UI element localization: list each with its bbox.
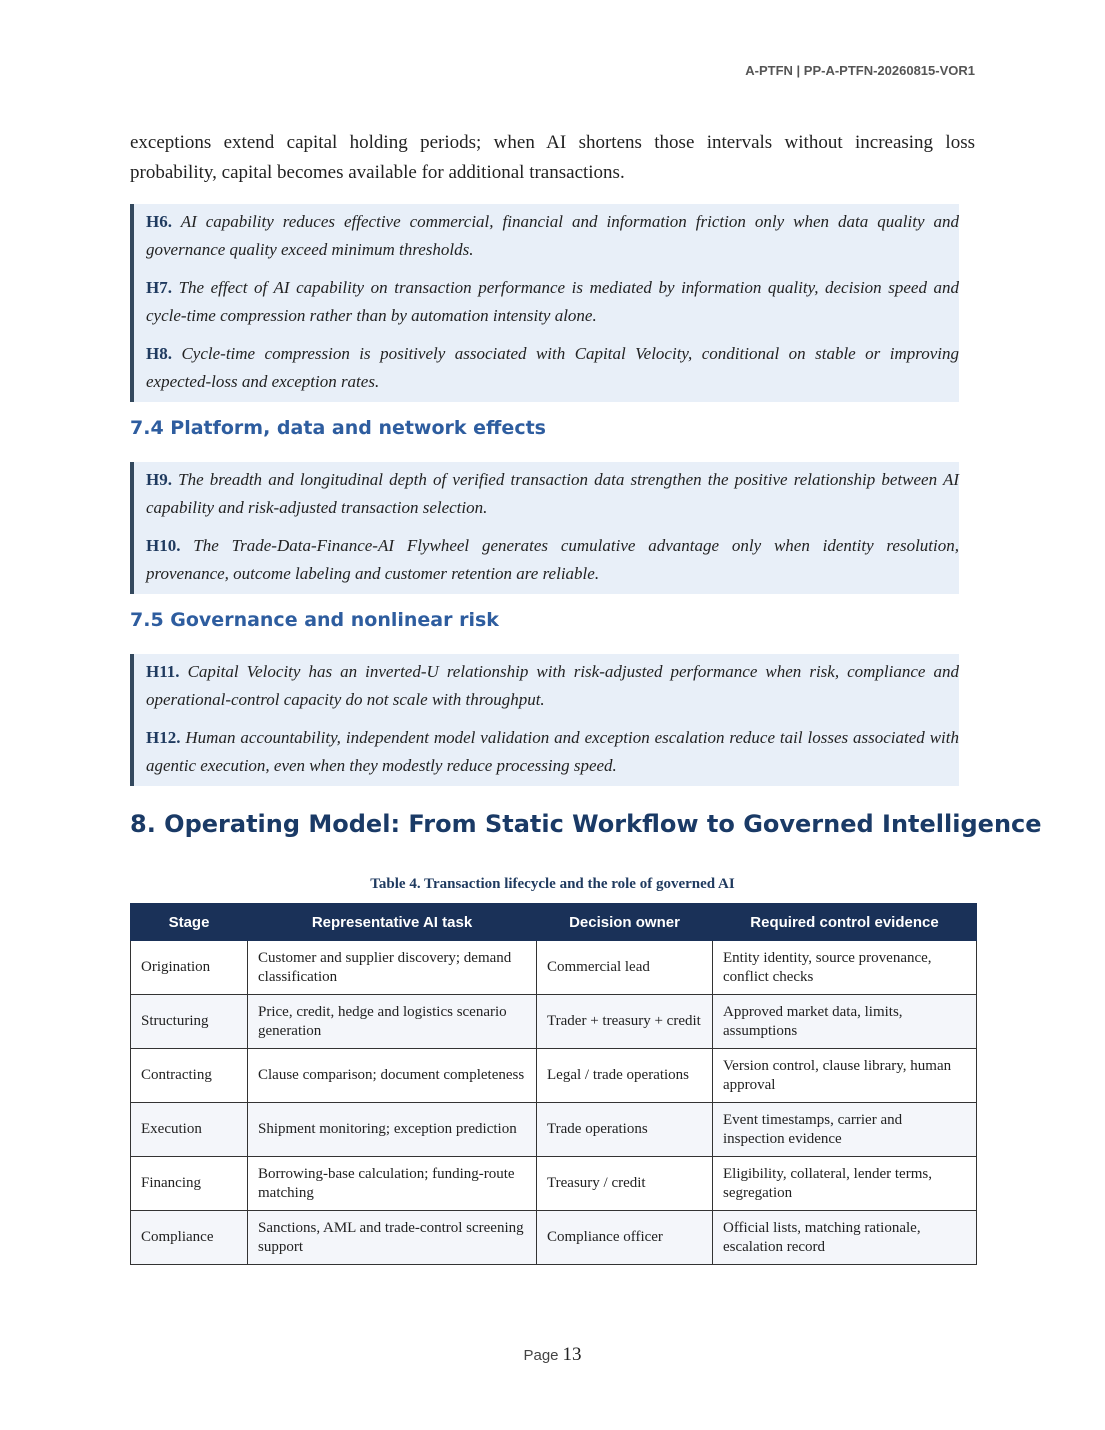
control-evidence-cell: Eligibility, collateral, lender terms, segregation xyxy=(713,1157,977,1211)
stage-cell: Compliance xyxy=(131,1211,248,1265)
hypothesis-id: H7. xyxy=(146,278,172,297)
decision-owner-cell: Trader + treasury + credit xyxy=(537,995,713,1049)
hypothesis-text: The Trade-Data-Finance-AI Flywheel generates cumulative advantage only when identity resolution, provenance, outcome labeling and customer retention are reliable. xyxy=(146,536,959,583)
ai-task-cell: Sanctions, AML and trade-control screening support xyxy=(248,1211,537,1265)
hypothesis-h10 xyxy=(146,532,959,588)
hypotheses-block-3 xyxy=(130,654,959,786)
stage-cell: Contracting xyxy=(131,1049,248,1103)
table-row xyxy=(131,1103,977,1157)
intro-paragraph: exceptions extend capital holding periods; when AI shortens those intervals without increasing loss probability, capital becomes available for additional transactions. xyxy=(130,132,975,183)
hypothesis-text: Human accountability, independent model validation and exception escalation reduce tail losses associated with agentic execution, even when they modestly reduce processing speed. xyxy=(146,728,960,775)
decision-owner-cell: Trade operations xyxy=(537,1103,713,1157)
ai-task-cell: Shipment monitoring; exception prediction xyxy=(248,1103,537,1157)
hypothesis-text: The breadth and longitudinal depth of verified transaction data strengthen the positive relationship between AI capability and risk-adjusted transaction selection. xyxy=(146,470,959,517)
control-evidence-cell: Version control, clause library, human approval xyxy=(713,1049,977,1103)
hypothesis-h12 xyxy=(146,724,959,780)
section-7-5-heading: 7.5 Governance and nonlinear risk xyxy=(130,609,499,631)
page-footer xyxy=(0,1344,1105,1366)
hypothesis-text: Cycle-time compression is positively associated with Capital Velocity, conditional on stable or improving expected-loss and exception rates. xyxy=(146,344,960,391)
hypothesis-h9 xyxy=(146,466,959,522)
table-header-row xyxy=(131,904,977,941)
hypothesis-h7 xyxy=(146,274,959,330)
table-row xyxy=(131,1157,977,1211)
hypothesis-text: AI capability reduces effective commercial, financial and information friction only when data quality and governance quality exceed minimum thresholds. xyxy=(146,212,960,259)
table-row xyxy=(131,1211,977,1265)
hypothesis-h11 xyxy=(146,658,959,714)
hypothesis-h6 xyxy=(146,208,959,264)
ai-task-cell: Clause comparison; document completeness xyxy=(248,1049,537,1103)
decision-owner-cell: Commercial lead xyxy=(537,941,713,995)
decision-owner-cell: Treasury / credit xyxy=(537,1157,713,1211)
document-reference: A-PTFN | PP-A-PTFN-20260815-VOR1 xyxy=(745,63,975,78)
table-row xyxy=(131,941,977,995)
hypothesis-h8 xyxy=(146,340,959,396)
ai-task-cell: Customer and supplier discovery; demand classification xyxy=(248,941,537,995)
hypotheses-block-2 xyxy=(130,462,959,594)
control-evidence-cell: Official lists, matching rationale, escalation record xyxy=(713,1211,977,1265)
hypothesis-text: The effect of AI capability on transaction performance is mediated by information quality, decision speed and cycle-time compression rather than by automation intensity alone. xyxy=(146,278,960,325)
hypothesis-id: H12. xyxy=(146,728,181,747)
decision-owner-cell: Compliance officer xyxy=(537,1211,713,1265)
control-evidence-cell: Event timestamps, carrier and inspection evidence xyxy=(713,1103,977,1157)
section-7-4-heading: 7.4 Platform, data and network effects xyxy=(130,417,546,439)
stage-cell: Execution xyxy=(131,1103,248,1157)
hypothesis-id: H11. xyxy=(146,662,180,681)
stage-cell: Financing xyxy=(131,1157,248,1211)
control-evidence-cell: Entity identity, source provenance, conflict checks xyxy=(713,941,977,995)
stage-cell: Structuring xyxy=(131,995,248,1049)
ai-task-cell: Borrowing-base calculation; funding-route matching xyxy=(248,1157,537,1211)
column-header-stage: Stage xyxy=(131,904,248,941)
hypothesis-id: H10. xyxy=(146,536,181,555)
hypothesis-id: H6. xyxy=(146,212,172,231)
column-header-control-evidence: Required control evidence xyxy=(713,904,977,941)
hypothesis-id: H8. xyxy=(146,344,172,363)
table-caption: Table 4. Transaction lifecycle and the role of governed AI xyxy=(370,876,735,892)
table-row xyxy=(131,1049,977,1103)
ai-task-cell: Price, credit, hedge and logistics scenario generation xyxy=(248,995,537,1049)
stage-cell: Origination xyxy=(131,941,248,995)
table-row xyxy=(131,995,977,1049)
lifecycle-table xyxy=(130,903,977,1265)
column-header-decision-owner: Decision owner xyxy=(537,904,713,941)
section-8-heading: 8. Operating Model: From Static Workflow to Governed Intelligence xyxy=(130,810,1042,838)
hypothesis-text: Capital Velocity has an inverted-U relationship with risk-adjusted performance when risk, compliance and operational-control capacity do not scale with throughput. xyxy=(146,662,960,709)
page-label: Page xyxy=(523,1347,559,1364)
page-number: 13 xyxy=(562,1344,582,1365)
decision-owner-cell: Legal / trade operations xyxy=(537,1049,713,1103)
hypothesis-id: H9. xyxy=(146,470,172,489)
control-evidence-cell: Approved market data, limits, assumptions xyxy=(713,995,977,1049)
hypotheses-block-1 xyxy=(130,204,959,402)
column-header-ai-task: Representative AI task xyxy=(248,904,537,941)
